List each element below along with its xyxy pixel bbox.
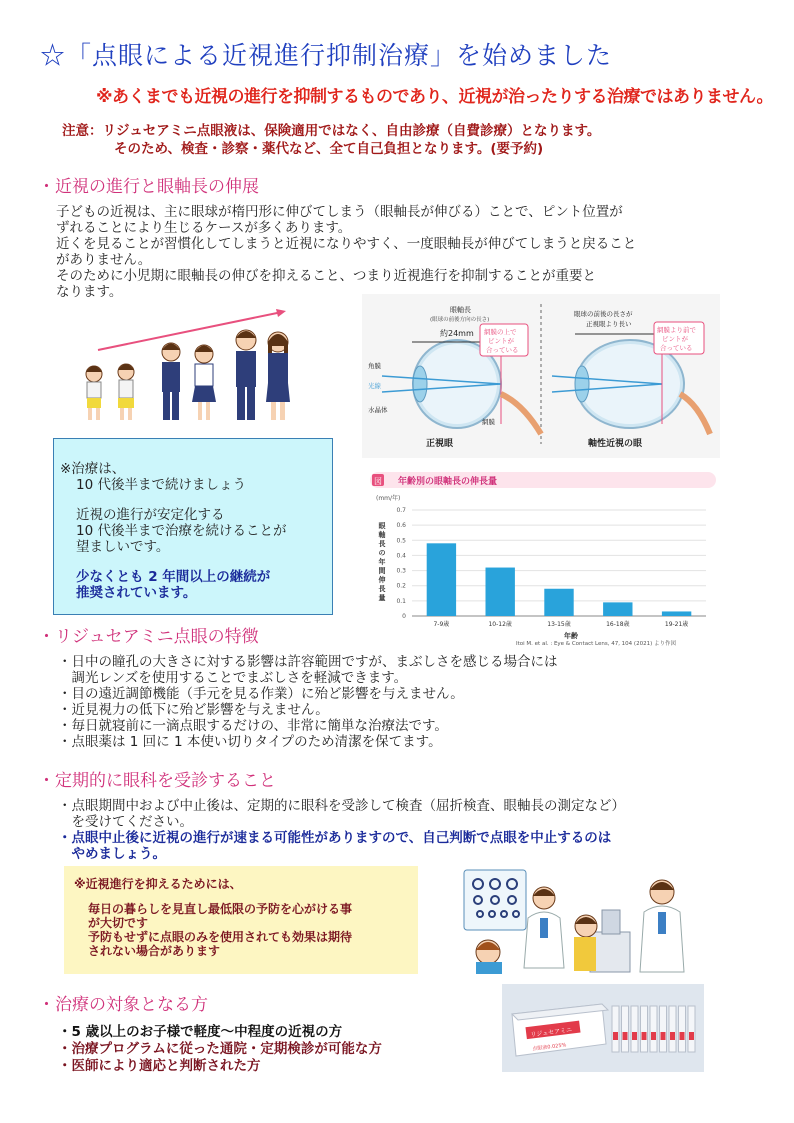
vial-label <box>642 1032 647 1040</box>
prevention-box <box>64 866 418 974</box>
feature-item: ・点眼薬は 1 回に 1 本使い切りタイプのため清潔を保てます。 <box>58 734 442 750</box>
checkup-warning: ・点眼中止後に近視の進行が速まる可能性がありますので、自己判断で点眼を中止するのは <box>58 830 612 846</box>
vial-label <box>623 1032 628 1040</box>
retina-label: 網膜 <box>482 418 495 426</box>
vial <box>641 1006 648 1052</box>
axial-growth-chart-panel <box>366 468 720 648</box>
product-photo <box>502 984 704 1072</box>
notice-line-2: そのため、検査・診察・薬代など、全て自己負担となります。(要予約) <box>114 141 544 157</box>
student-figure <box>192 345 216 420</box>
normal-eye-caption: 正視眼 <box>426 439 454 449</box>
notice-line-1: 注意：リジュセアミニ点眼液は、保険適用ではなく、自由診療（自費診療）となります。 <box>62 123 601 139</box>
myopic-eye-caption: 軸性近視の眼 <box>588 439 643 449</box>
vial <box>650 1006 657 1052</box>
children-growth-illustration <box>76 302 296 428</box>
vial <box>612 1006 619 1052</box>
section1-line: なります。 <box>56 284 123 300</box>
product-brand: リジュセアミニ <box>530 1026 573 1039</box>
chart-y-label-char: 長 <box>378 585 386 593</box>
vial <box>622 1006 629 1052</box>
eligibility-item: ・治療プログラムに従った通院・定期検診が可能な方 <box>58 1041 382 1057</box>
cornea-label: 角膜 <box>368 362 381 370</box>
vial-label <box>670 1032 675 1040</box>
chart-bar <box>427 543 456 616</box>
eye-diagram <box>362 294 720 458</box>
prevention-line: 毎日の暮らしを見直し最低限の予防を心がける事 <box>88 902 353 916</box>
section-heading-checkups: ・定期的に眼科を受診すること <box>38 771 276 791</box>
section-heading-eligibility: ・治療の対象となる方 <box>38 995 208 1015</box>
vial-label <box>613 1032 618 1040</box>
vial-label <box>661 1032 666 1040</box>
checkup-warning: やめましょう。 <box>58 846 166 862</box>
info-line: 近視の進行が安定化する <box>76 507 225 523</box>
notice <box>62 122 600 158</box>
chart-y-tick: 0.3 <box>396 567 406 575</box>
student-figure <box>266 332 290 420</box>
chart-x-tick: 16-18歳 <box>606 621 630 628</box>
prevention-line: ※近視進行を抑えるためには、 <box>74 877 242 891</box>
features-list <box>58 654 558 750</box>
section-heading-axial-length: ・近視の進行と眼軸長の伸展 <box>38 177 259 197</box>
eligibility-item: ・5 歳以上のお子様で軽度～中程度の近視の方 <box>58 1024 343 1040</box>
callout-myopic: ピントが <box>662 335 688 343</box>
chart-y-label-char: 間 <box>378 567 386 575</box>
chart-y-unit: (mm/年) <box>376 495 401 502</box>
chart-y-tick: 0.4 <box>396 552 406 560</box>
chart-badge-text: 図 <box>374 477 382 486</box>
vial <box>679 1006 686 1052</box>
light-label: 光線 <box>368 382 381 390</box>
prevention-line: が大切です <box>88 916 149 930</box>
chart-source: Itoi M. et al. : Eye & Contact Lens, 47, 104 (2021) より作図 <box>516 641 676 647</box>
chart-y-tick: 0.6 <box>396 522 406 530</box>
eligibility-list <box>58 1024 382 1075</box>
callout-normal: ピントが <box>488 337 514 345</box>
prevention-line: されない場合があります <box>88 944 221 958</box>
vial-label <box>680 1032 685 1040</box>
section1-line: がありません。 <box>56 252 152 268</box>
chart-y-label-char: 量 <box>378 594 386 602</box>
checkups-list <box>58 798 625 862</box>
axial-growth-chart <box>366 468 720 648</box>
chart-y-label-char: 軸 <box>378 531 386 539</box>
vial <box>631 1006 638 1052</box>
warning-text: ※あくまでも近視の進行を抑制するものであり、近視が治ったりする治療ではありません。 <box>96 87 774 107</box>
checkup-item: ・点眼期間中および中止後は、定期的に眼科を受診して検査（屈折検査、眼軸長の測定など） <box>58 798 625 814</box>
info-line: 望ましいです。 <box>76 539 170 555</box>
chart-y-tick: 0.5 <box>396 537 406 545</box>
chart-x-tick: 19-21歳 <box>664 621 689 628</box>
chart-y-label-char: 眼 <box>378 522 386 530</box>
chart-y-tick: 0 <box>402 613 406 620</box>
vial <box>688 1006 695 1052</box>
chart-title: 年齢別の眼軸長の伸長量 <box>398 477 498 487</box>
chart-y-tick: 0.2 <box>396 582 406 590</box>
chart-y-label-char: の <box>378 549 386 557</box>
prevention-line: 予防もせずに点眼のみを使用されても効果は期待 <box>88 930 353 944</box>
student-figure <box>162 343 180 420</box>
section1-line: ずれることにより生じるケースが多くあります。 <box>56 220 352 236</box>
chart-y-label-char: 年 <box>378 558 386 566</box>
info-line: 10 代後半まで続けましょう <box>76 477 246 493</box>
axial-length-sub: (眼球の前後方向の長さ) <box>430 317 490 323</box>
eye-diagram-panel <box>362 294 720 458</box>
page-title: ☆「点眼による近視進行抑制治療」を始めました <box>40 41 613 70</box>
treatment-duration-box <box>53 438 333 615</box>
product-sub: 点眼液0.025% <box>532 1042 567 1053</box>
callout-normal: 合っている <box>486 346 519 354</box>
section1-line: 近くを見ることが習慣化してしまうと近視になりやすく、一度眼軸長が伸びてしまうと戻ること <box>56 236 637 252</box>
chart-y-label <box>379 521 386 602</box>
chart-x-tick: 7-9歳 <box>433 621 450 628</box>
doctor-figure <box>524 887 564 968</box>
child-patient-figure <box>574 915 597 971</box>
callout-myopic: 合っている <box>660 344 693 352</box>
section1-line: 子どもの近視は、主に眼球が楕円形に伸びてしまう（眼軸長が伸びる）ことで、ピント位置が <box>56 204 623 220</box>
eye-exam-illustration <box>440 862 700 974</box>
info-line-emphasis: 推奨されています。 <box>76 585 197 601</box>
myopic-length-label-2: 正視眼より長い <box>586 320 632 328</box>
vial <box>660 1006 667 1052</box>
vial-label <box>632 1032 637 1040</box>
lens-label: 水晶体 <box>368 406 388 414</box>
axial-length-value: 約24mm <box>440 329 474 338</box>
chart-y-label-char: 伸 <box>378 576 386 584</box>
doctor-figure <box>640 880 684 972</box>
callout-myopic: 網膜より前で <box>657 326 696 334</box>
chart-x-label: 年齢 <box>564 632 578 640</box>
chart-x-tick: 10-12歳 <box>488 621 512 628</box>
info-line: ※治療は、 <box>60 461 126 477</box>
chart-y-tick: 0.7 <box>396 507 406 514</box>
student-figure <box>236 330 256 420</box>
feature-item: ・目の遠近調節機能（手元を見る作業）に殆ど影響を与えません。 <box>58 686 464 702</box>
chart-bar <box>662 611 691 616</box>
chart-bar <box>486 568 515 616</box>
vial <box>669 1006 676 1052</box>
feature-item: 調光レンズを使用することでまぶしさを軽減できます。 <box>58 670 408 686</box>
chart-bar <box>603 602 632 616</box>
child-figure <box>86 366 102 420</box>
info-line: 10 代後半まで治療を続けることが <box>76 523 287 539</box>
info-line-emphasis: 少なくとも 2 年間以上の継続が <box>76 569 271 585</box>
vial-row <box>612 1006 695 1052</box>
callout-normal: 網膜の上で <box>484 328 517 336</box>
section-heading-features: ・リジュセアミニ点眼の特徴 <box>38 627 259 647</box>
axial-length-label: 眼軸長 <box>450 306 471 314</box>
chart-y-tick: 0.1 <box>396 597 406 605</box>
eligibility-item: ・医師により適応と判断された方 <box>58 1058 261 1074</box>
chart-bar <box>544 589 573 616</box>
chart-x-tick: 13-15歳 <box>547 621 571 628</box>
myopic-length-label: 眼球の前後の長さが <box>574 310 633 318</box>
chart-y-label-char: 長 <box>378 540 386 548</box>
section1-body <box>56 204 636 300</box>
feature-item: ・近見視力の低下に殆ど影響を与えません。 <box>58 702 329 718</box>
vial-label <box>651 1032 656 1040</box>
feature-item: ・日中の瞳孔の大きさに対する影響は許容範囲ですが、まぶしさを感じる場合には <box>58 654 558 670</box>
section1-line: そのために小児期に眼軸長の伸びを抑えること、つまり近視進行を抑制することが重要と <box>56 268 596 284</box>
child-figure <box>118 364 134 420</box>
child-patient-figure <box>476 940 502 974</box>
checkup-item: を受けてください。 <box>58 814 193 830</box>
vial-label <box>689 1032 694 1040</box>
feature-item: ・毎日就寝前に一滴点眼するだけの、非常に簡単な治療法です。 <box>58 718 448 734</box>
